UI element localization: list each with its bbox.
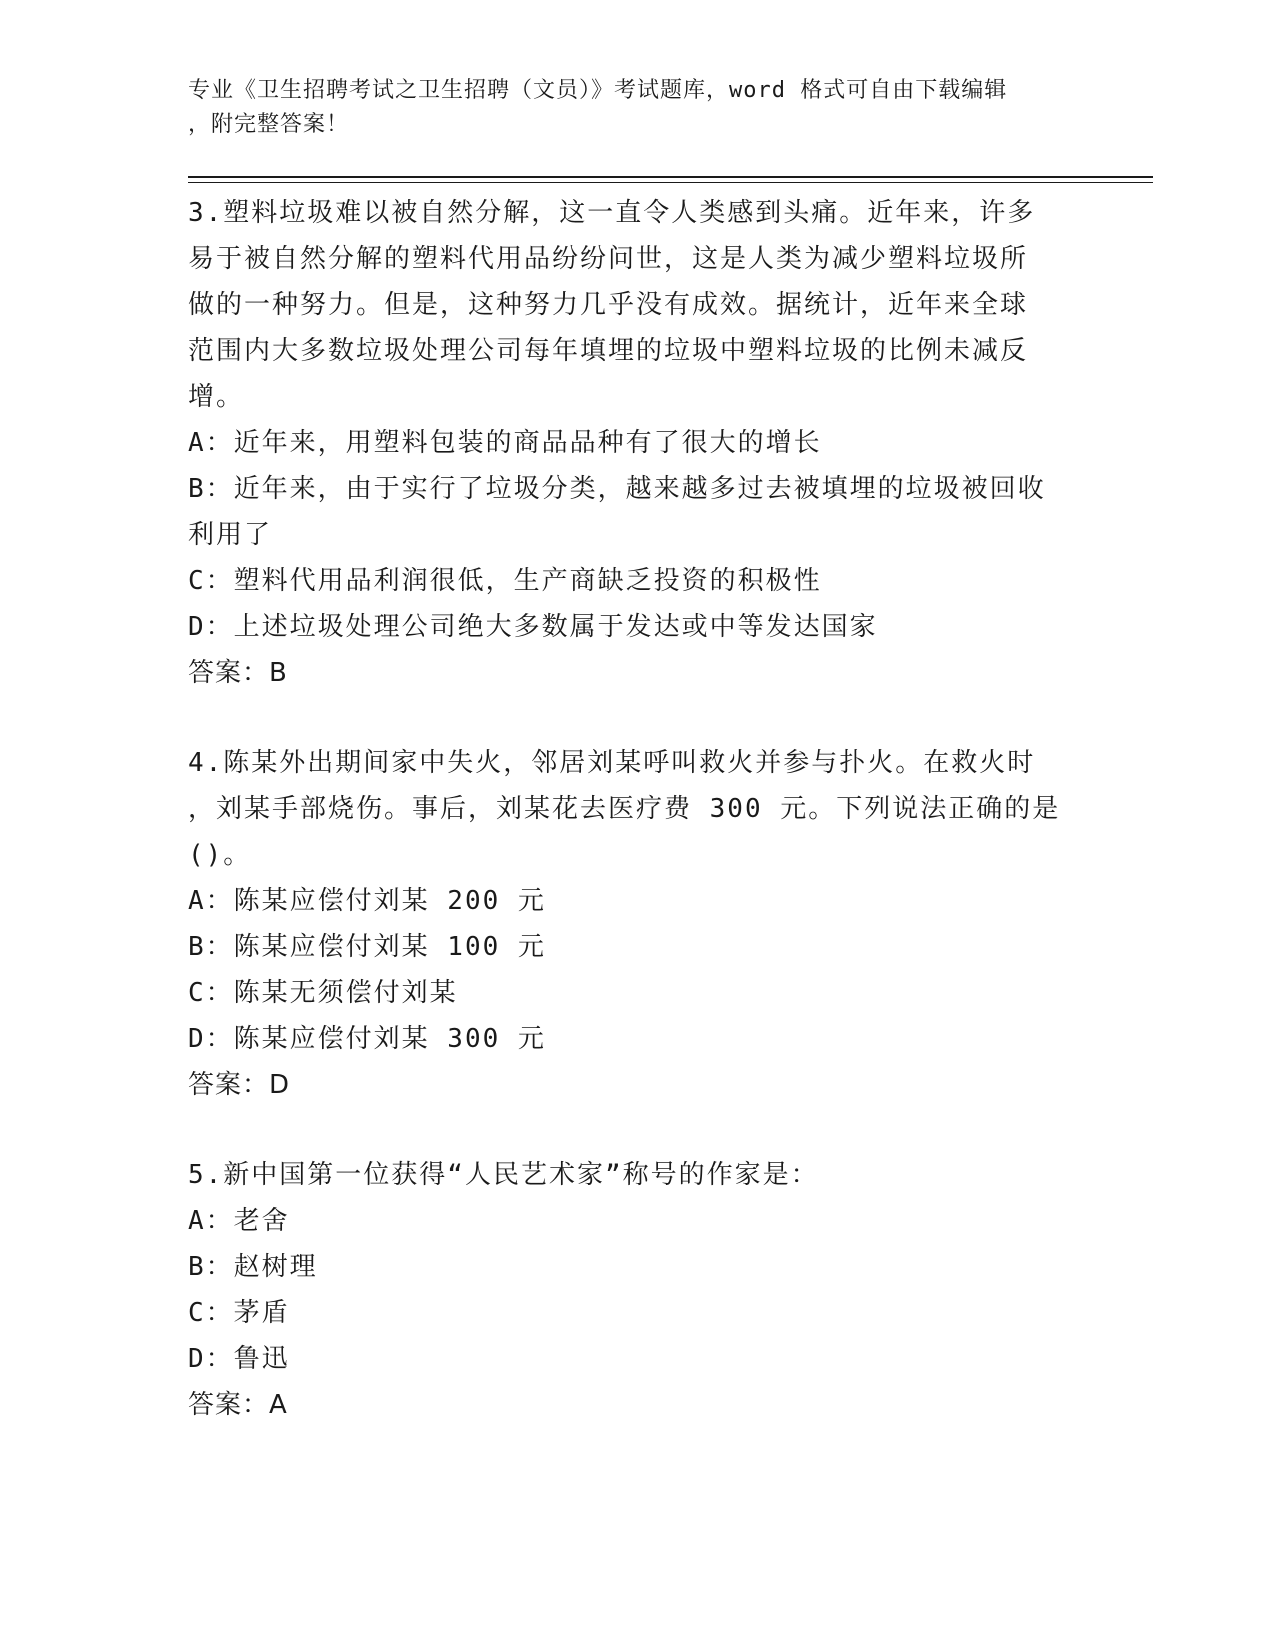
- question-stem-line: ，刘某手部烧伤。事后，刘某花去医疗费 300 元。下列说法正确的是: [188, 794, 1061, 824]
- question-spacer: [188, 696, 1088, 740]
- answer-label: 答案：B: [188, 658, 288, 688]
- header-line-1: 专业《卫生招聘考试之卫生招聘（文员）》考试题库，word 格式可自由下载编辑: [188, 78, 1008, 103]
- option-c: C：茅盾: [188, 1298, 290, 1328]
- option-d: D：上述垃圾处理公司绝大多数属于发达或中等发达国家: [188, 612, 878, 642]
- option-b: B：陈某应偿付刘某 100 元: [188, 932, 546, 962]
- option-a: A：近年来，用塑料包装的商品品种有了很大的增长: [188, 428, 822, 458]
- question-3: [188, 190, 1088, 696]
- question-stem-line: 5.新中国第一位获得“人民艺术家”称号的作家是：: [188, 1160, 819, 1190]
- answer-label: 答案：D: [188, 1070, 291, 1100]
- header-divider-thin: [188, 182, 1153, 183]
- question-stem-line: 范围内大多数垃圾处理公司每年填埋的垃圾中塑料垃圾的比例未减反: [188, 336, 1029, 366]
- option-d: D：陈某应偿付刘某 300 元: [188, 1024, 546, 1054]
- page-header: [188, 74, 1088, 142]
- question-list: [188, 190, 1088, 1428]
- question-4: [188, 740, 1088, 1108]
- option-a: A：陈某应偿付刘某 200 元: [188, 886, 546, 916]
- option-b-continued: 利用了: [188, 520, 273, 550]
- question-stem-line: 4.陈某外出期间家中失火，邻居刘某呼叫救火并参与扑火。在救火时: [188, 748, 1036, 778]
- header-line-2: ，附完整答案！: [188, 112, 350, 137]
- question-stem-line: 易于被自然分解的塑料代用品纷纷问世，这是人类为减少塑料垃圾所: [188, 244, 1029, 274]
- question-stem-line: 3.塑料垃圾难以被自然分解，这一直令人类感到头痛。近年来，许多: [188, 198, 1036, 228]
- option-c: C：陈某无须偿付刘某: [188, 978, 458, 1008]
- question-spacer: [188, 1108, 1088, 1152]
- header-divider-thick: [188, 176, 1153, 178]
- option-c: C：塑料代用品利润很低，生产商缺乏投资的积极性: [188, 566, 822, 596]
- answer-label: 答案：A: [188, 1390, 288, 1420]
- question-stem-line: 增。: [188, 382, 245, 412]
- option-a: A：老舍: [188, 1206, 290, 1236]
- option-b: B：赵树理: [188, 1252, 318, 1282]
- question-stem-line: 做的一种努力。但是，这种努力几乎没有成效。据统计，近年来全球: [188, 290, 1029, 320]
- question-5: [188, 1152, 1088, 1428]
- option-b: B：近年来，由于实行了垃圾分类，越来越多过去被填埋的垃圾被回收: [188, 474, 1046, 504]
- option-d: D：鲁迅: [188, 1344, 290, 1374]
- question-stem-line: ()。: [188, 840, 252, 870]
